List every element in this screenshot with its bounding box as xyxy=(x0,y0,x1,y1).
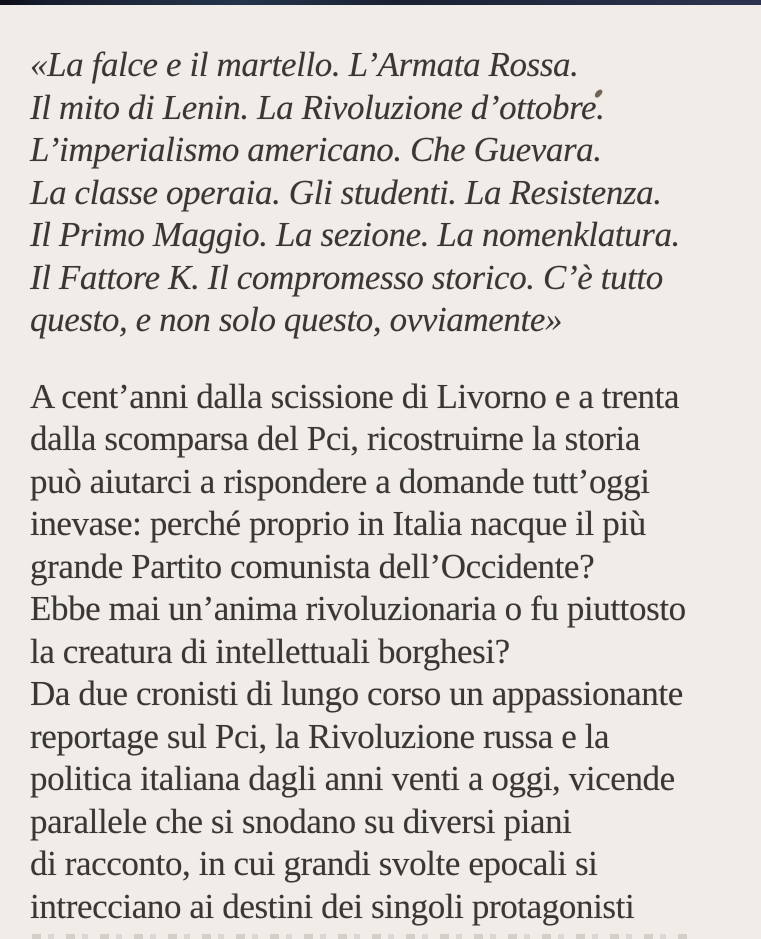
blurb-line: Ebbe mai un’anima rivoluzionaria o fu piuttosto xyxy=(30,589,686,628)
blurb-line: reportage sul Pci, la Rivoluzione russa e la xyxy=(30,716,610,756)
blurb-line: grande Partito comunista dell’Occidente? xyxy=(30,546,595,586)
quote-line: «La falce e il martello. L’Armata Rossa. xyxy=(30,45,579,84)
blurb-line: parallele che si snodano su diversi piani xyxy=(30,801,572,841)
quote-line: L’imperialismo americano. Che Guevara. xyxy=(30,130,602,169)
blurb-line: Da due cronisti di lungo corso un appassionante xyxy=(30,674,683,713)
press-quote-block xyxy=(30,44,743,342)
scan-top-edge xyxy=(0,0,761,5)
blurb-line: politica italiana dagli anni venti a oggi, vicende xyxy=(30,759,675,798)
quote-line: La classe operaia. Gli studenti. La Resistenza. xyxy=(30,172,662,212)
blurb-line: può aiutarci a rispondere a domande tutt’oggi xyxy=(30,461,650,501)
blurb-line: intrecciano ai destini dei singoli protagonisti xyxy=(30,886,635,926)
cropped-next-line-remnant xyxy=(32,934,692,939)
blurb-line: A cent’anni dalla scissione di Livorno e a trenta xyxy=(30,376,680,416)
blurb-line: la creatura di intellettuali borghesi? xyxy=(30,631,510,671)
quote-line: Il Primo Maggio. La sezione. La nomenklatura. xyxy=(30,215,680,254)
quote-line: Il Fattore K. Il compromesso storico. C’è tutto xyxy=(30,257,663,297)
blurb-line: dalla scomparsa del Pci, ricostruirne la storia xyxy=(30,419,641,458)
blurb-line: inevase: perché proprio in Italia nacque il più xyxy=(30,504,646,543)
blurb-line: di racconto, in cui grandi svolte epocali si xyxy=(30,844,598,883)
blurb-text-block xyxy=(30,376,743,929)
quote-line: Il mito di Lenin. La Rivoluzione d’ottobre. xyxy=(30,87,605,127)
page-content xyxy=(30,44,743,928)
quote-line: questo, e non solo questo, ovviamente» xyxy=(30,300,563,339)
